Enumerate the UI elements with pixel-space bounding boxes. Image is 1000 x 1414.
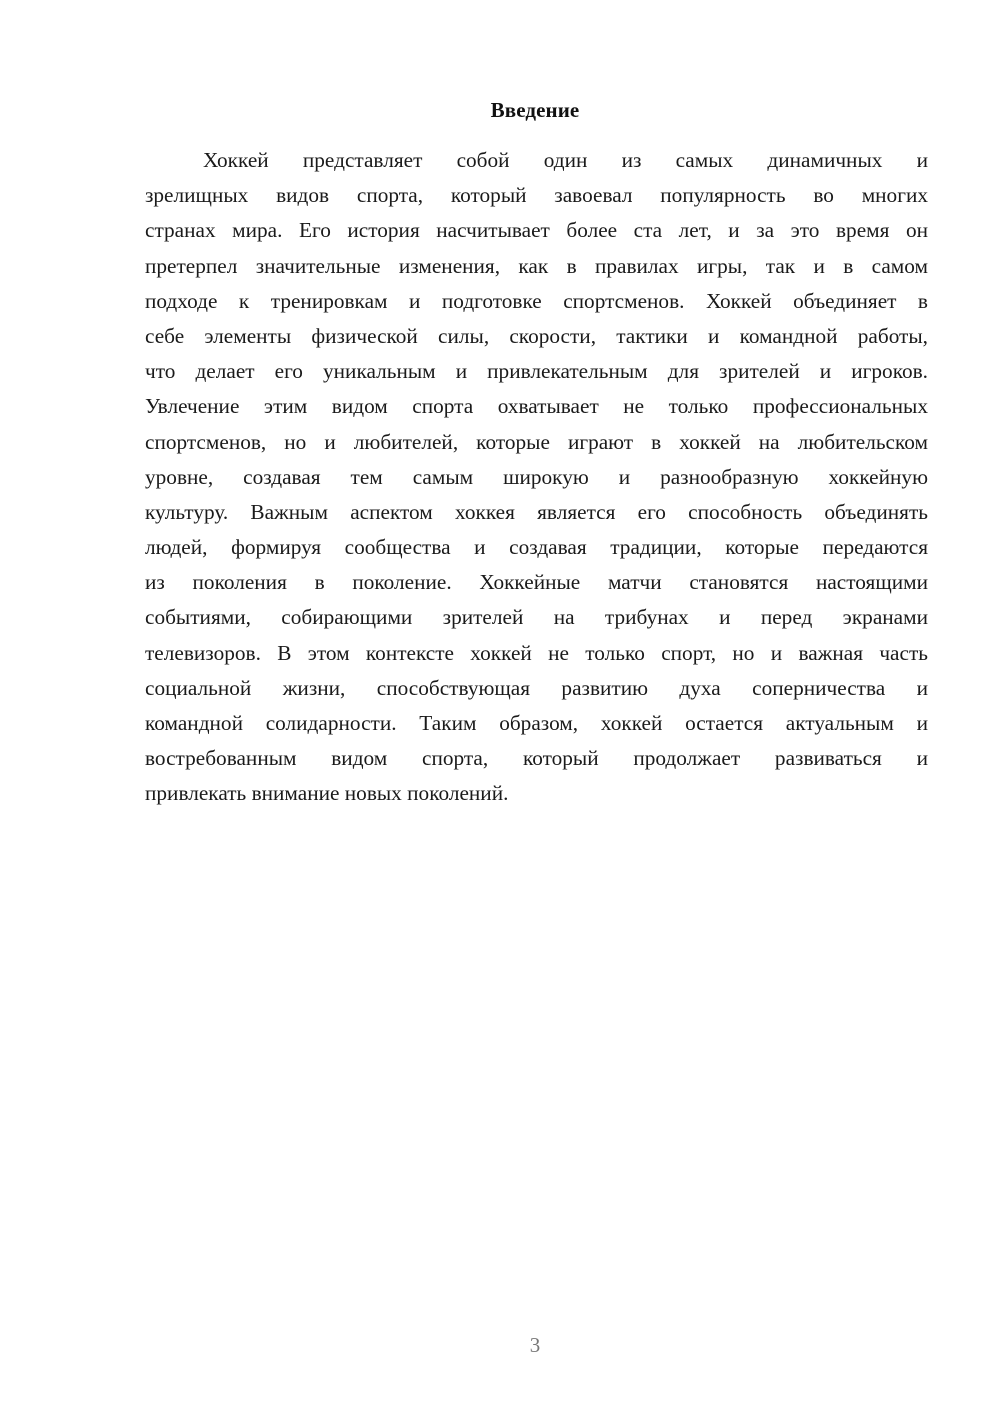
paragraph-line: Увлечение этим видом спорта охватывает не только профессиональных: [145, 394, 928, 419]
paragraph-line: людей, формируя сообщества и создавая традиции, которые передаются: [145, 535, 928, 560]
paragraph-line: претерпел значительные изменения, как в правилах игры, так и в самом: [145, 253, 928, 278]
paragraph-line: привлекать внимание новых поколений.: [145, 781, 509, 806]
section-heading: Введение: [490, 98, 580, 122]
paragraph-line: телевизоров. В этом контексте хоккей не только спорт, но и важная часть: [145, 640, 928, 665]
page-number: 3: [529, 1333, 541, 1357]
paragraph-line: что делает его уникальным и привлекательным для зрителей и игроков.: [145, 359, 928, 384]
paragraph-line: странах мира. Его история насчитывает более ста лет, и за это время он: [145, 218, 928, 243]
paragraph-line: зрелищных видов спорта, который завоевал популярность во многих: [145, 183, 928, 208]
paragraph-line: социальной жизни, способствующая развитию духа соперничества и: [145, 675, 928, 700]
paragraph-line: подходе к тренировкам и подготовке спортсменов. Хоккей объединяет в: [145, 288, 928, 313]
paragraph-line: уровне, создавая тем самым широкую и разнообразную хоккейную: [145, 464, 928, 489]
paragraph-line: Хоккей представляет собой один из самых динамичных и: [203, 148, 928, 172]
paragraph-line: из поколения в поколение. Хоккейные матчи становятся настоящими: [145, 570, 928, 595]
paragraph-line: командной солидарности. Таким образом, хоккей остается актуальным и: [145, 711, 928, 735]
paragraph-line: себе элементы физической силы, скорости, тактики и командной работы,: [145, 323, 928, 348]
paragraph-line: востребованным видом спорта, который продолжает развиваться и: [145, 746, 928, 771]
paragraph-line: культуру. Важным аспектом хоккея является его способность объединять: [145, 499, 928, 524]
intro-paragraph: [145, 143, 928, 812]
paragraph-line: спортсменов, но и любителей, которые играют в хоккей на любительском: [145, 429, 928, 454]
paragraph-line: событиями, собирающими зрителей на трибунах и перед экранами: [145, 605, 928, 630]
